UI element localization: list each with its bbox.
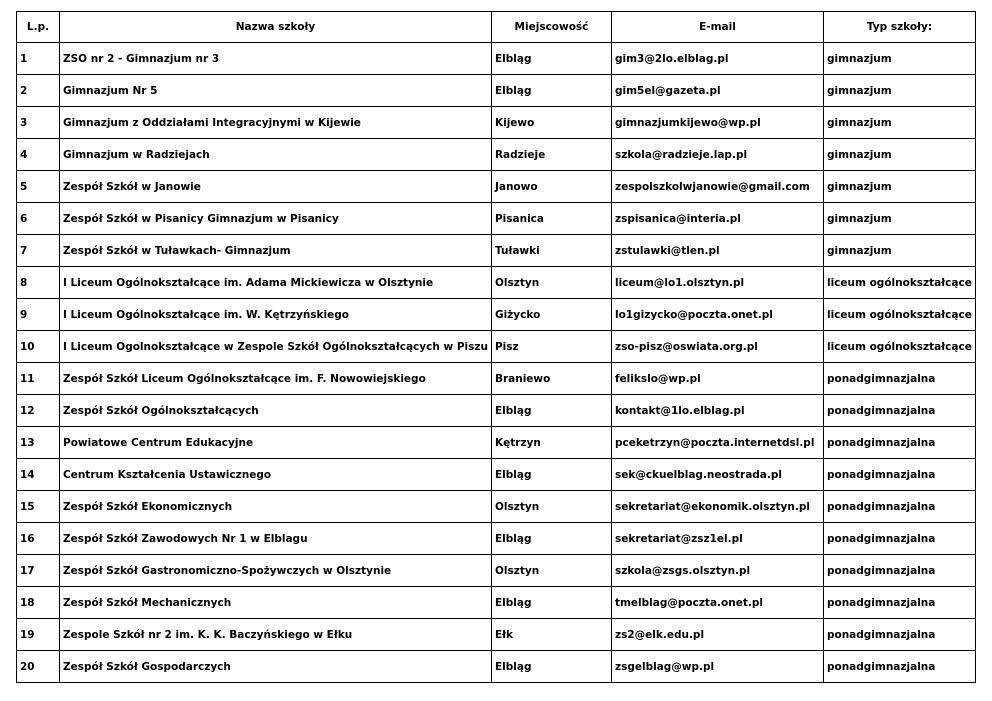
cell-town: Pisanica	[491, 203, 611, 235]
cell-town: Pisz	[491, 331, 611, 363]
cell-email: felikslo@wp.pl	[611, 363, 823, 395]
cell-town: Elbląg	[491, 395, 611, 427]
schools-table	[16, 11, 976, 683]
cell-school-type: gimnazjum	[823, 235, 975, 267]
table-row	[17, 75, 976, 107]
cell-school-type: ponadgimnazjalna	[823, 555, 975, 587]
cell-school-name: Zespół Szkół w Tuławkach- Gimnazjum	[60, 235, 492, 267]
table-row	[17, 395, 976, 427]
cell-town: Kętrzyn	[491, 427, 611, 459]
cell-email: zso-pisz@oswiata.org.pl	[611, 331, 823, 363]
cell-school-type: gimnazjum	[823, 203, 975, 235]
cell-lp: 13	[17, 427, 60, 459]
cell-email: sekretariat@zsz1el.pl	[611, 523, 823, 555]
cell-school-type: ponadgimnazjalna	[823, 619, 975, 651]
table-row	[17, 203, 976, 235]
cell-email: zs2@elk.edu.pl	[611, 619, 823, 651]
cell-lp: 14	[17, 459, 60, 491]
cell-lp: 6	[17, 203, 60, 235]
cell-lp: 10	[17, 331, 60, 363]
cell-school-name: Zespół Szkół Gospodarczych	[60, 651, 492, 683]
cell-email: pceketrzyn@poczta.internetdsl.pl	[611, 427, 823, 459]
cell-school-type: gimnazjum	[823, 107, 975, 139]
cell-lp: 2	[17, 75, 60, 107]
cell-town: Braniewo	[491, 363, 611, 395]
cell-email: liceum@lo1.olsztyn.pl	[611, 267, 823, 299]
cell-school-name: Zespół Szkół Zawodowych Nr 1 w Elblagu	[60, 523, 492, 555]
cell-email: zstulawki@tlen.pl	[611, 235, 823, 267]
cell-school-type: liceum ogólnokształcące	[823, 331, 975, 363]
cell-school-name: I Liceum Ogolnokształcące w Zespole Szkół Ogólnokształcących w Piszu	[60, 331, 492, 363]
cell-lp: 15	[17, 491, 60, 523]
header-town: Miejscowość	[491, 12, 611, 43]
cell-email: zspisanica@interia.pl	[611, 203, 823, 235]
header-row	[17, 12, 976, 43]
cell-lp: 20	[17, 651, 60, 683]
cell-school-name: I Liceum Ogólnokształcące im. Adama Mickiewicza w Olsztynie	[60, 267, 492, 299]
cell-lp: 1	[17, 43, 60, 75]
cell-school-type: liceum ogólnokształcące	[823, 299, 975, 331]
cell-town: Olsztyn	[491, 555, 611, 587]
cell-town: Elbląg	[491, 587, 611, 619]
cell-school-name: Zespół Szkół Liceum Ogólnokształcące im. F. Nowowiejskiego	[60, 363, 492, 395]
table-row	[17, 459, 976, 491]
cell-town: Giżycko	[491, 299, 611, 331]
table-row	[17, 331, 976, 363]
cell-email: sekretariat@ekonomik.olsztyn.pl	[611, 491, 823, 523]
cell-school-name: Zespół Szkół Gastronomiczno-Spożywczych w Olsztynie	[60, 555, 492, 587]
cell-town: Olsztyn	[491, 267, 611, 299]
table-row	[17, 491, 976, 523]
cell-email: gimnazjumkijewo@wp.pl	[611, 107, 823, 139]
cell-email: lo1gizycko@poczta.onet.pl	[611, 299, 823, 331]
header-email: E-mail	[611, 12, 823, 43]
table-row	[17, 235, 976, 267]
cell-school-name: Zespół Szkół Mechanicznych	[60, 587, 492, 619]
cell-email: gim5el@gazeta.pl	[611, 75, 823, 107]
cell-school-name: ZSO nr 2 - Gimnazjum nr 3	[60, 43, 492, 75]
cell-lp: 9	[17, 299, 60, 331]
table-row	[17, 427, 976, 459]
cell-school-name: Centrum Kształcenia Ustawicznego	[60, 459, 492, 491]
table-row	[17, 523, 976, 555]
cell-town: Olsztyn	[491, 491, 611, 523]
cell-school-name: Powiatowe Centrum Edukacyjne	[60, 427, 492, 459]
cell-school-type: ponadgimnazjalna	[823, 459, 975, 491]
table-row	[17, 555, 976, 587]
table-row	[17, 619, 976, 651]
table-row	[17, 107, 976, 139]
table-row	[17, 171, 976, 203]
cell-school-name: Gimnazjum z Oddziałami Integracyjnymi w Kijewie	[60, 107, 492, 139]
cell-school-name: Gimnazjum Nr 5	[60, 75, 492, 107]
cell-school-type: gimnazjum	[823, 43, 975, 75]
cell-town: Janowo	[491, 171, 611, 203]
cell-lp: 17	[17, 555, 60, 587]
cell-school-name: Zespół Szkół Ogólnokształcących	[60, 395, 492, 427]
cell-school-name: Zespół Szkół Ekonomicznych	[60, 491, 492, 523]
cell-email: sek@ckuelblag.neostrada.pl	[611, 459, 823, 491]
table-row	[17, 651, 976, 683]
table-row	[17, 139, 976, 171]
header-school-type: Typ szkoły:	[823, 12, 975, 43]
cell-lp: 16	[17, 523, 60, 555]
cell-lp: 7	[17, 235, 60, 267]
cell-school-name: Zespół Szkół w Pisanicy Gimnazjum w Pisanicy	[60, 203, 492, 235]
cell-lp: 4	[17, 139, 60, 171]
cell-email: zespolszkolwjanowie@gmail.com	[611, 171, 823, 203]
cell-email: szkola@radzieje.lap.pl	[611, 139, 823, 171]
cell-email: gim3@2lo.elblag.pl	[611, 43, 823, 75]
cell-lp: 8	[17, 267, 60, 299]
cell-town: Elbląg	[491, 75, 611, 107]
cell-school-type: ponadgimnazjalna	[823, 523, 975, 555]
cell-town: Elbląg	[491, 459, 611, 491]
cell-lp: 11	[17, 363, 60, 395]
cell-school-type: gimnazjum	[823, 139, 975, 171]
table-row	[17, 43, 976, 75]
cell-school-type: ponadgimnazjalna	[823, 363, 975, 395]
cell-school-type: ponadgimnazjalna	[823, 587, 975, 619]
table-row	[17, 587, 976, 619]
cell-town: Ełk	[491, 619, 611, 651]
cell-lp: 3	[17, 107, 60, 139]
cell-school-name: Zespół Szkół w Janowie	[60, 171, 492, 203]
cell-school-name: I Liceum Ogólnokształcące im. W. Kętrzyńskiego	[60, 299, 492, 331]
cell-town: Elbląg	[491, 523, 611, 555]
cell-school-name: Gimnazjum w Radziejach	[60, 139, 492, 171]
table-row	[17, 299, 976, 331]
cell-school-type: gimnazjum	[823, 171, 975, 203]
cell-email: kontakt@1lo.elblag.pl	[611, 395, 823, 427]
header-school-name: Nazwa szkoły	[60, 12, 492, 43]
cell-town: Elbląg	[491, 43, 611, 75]
cell-school-type: ponadgimnazjalna	[823, 651, 975, 683]
cell-school-type: liceum ogólnokształcące	[823, 267, 975, 299]
cell-lp: 12	[17, 395, 60, 427]
table-row	[17, 363, 976, 395]
cell-school-name: Zespole Szkół nr 2 im. K. K. Baczyńskiego w Ełku	[60, 619, 492, 651]
cell-town: Tuławki	[491, 235, 611, 267]
cell-email: tmelblag@poczta.onet.pl	[611, 587, 823, 619]
cell-school-type: gimnazjum	[823, 75, 975, 107]
header-lp: L.p.	[17, 12, 60, 43]
table-row	[17, 267, 976, 299]
cell-school-type: ponadgimnazjalna	[823, 491, 975, 523]
cell-school-type: ponadgimnazjalna	[823, 427, 975, 459]
cell-lp: 18	[17, 587, 60, 619]
cell-school-type: ponadgimnazjalna	[823, 395, 975, 427]
cell-lp: 19	[17, 619, 60, 651]
cell-email: szkola@zsgs.olsztyn.pl	[611, 555, 823, 587]
cell-lp: 5	[17, 171, 60, 203]
cell-email: zsgelblag@wp.pl	[611, 651, 823, 683]
cell-town: Elbląg	[491, 651, 611, 683]
cell-town: Kijewo	[491, 107, 611, 139]
cell-town: Radzieje	[491, 139, 611, 171]
